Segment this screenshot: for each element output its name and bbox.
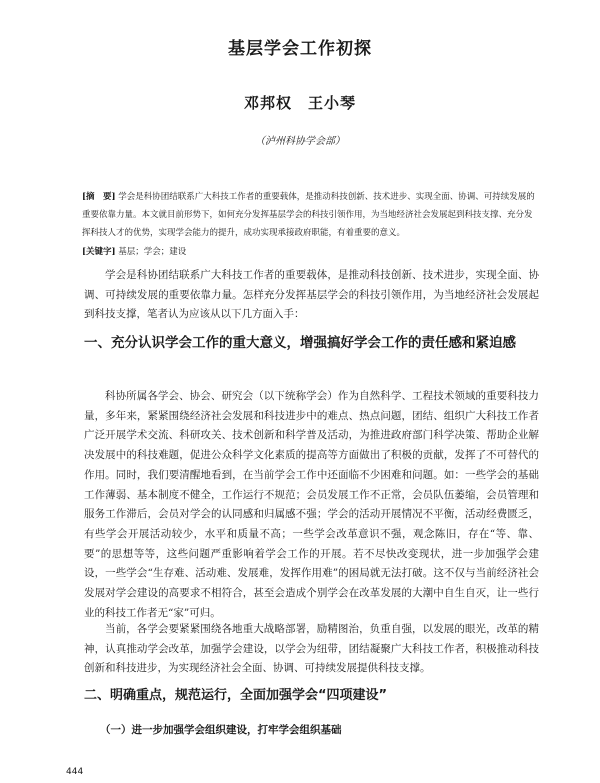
- keywords-text: 基层；学会；建设: [115, 247, 187, 257]
- section-1-paragraph-2: 当前，各学会要紧紧围绕各地重大战略部署，励精图治，负重自强，以发展的眼光，改革的精神，认真推动学会改革，加强学会建设，以学会为纽带，团结凝聚广大科技工作者，积极推动科技创新和科技进步，为实现经济社会全面、协调、可持续发展提供科技支撑。: [84, 623, 539, 674]
- keywords: [82, 244, 537, 260]
- intro-paragraph: 学会是科协团结联系广大科技工作者的重要载体，是推动科技创新、技术进步，实现全面、协调、可持续发展的重要依靠力量。怎样充分发挥基层学会的科技引领作用，为当地经济社会发展起到科技支撑，笔者认为应该从以下几方面入手：: [84, 269, 539, 320]
- abstract: [82, 188, 537, 242]
- section-2-heading: 二、明确重点，规范运行，全面加强学会“四项建设”: [84, 688, 388, 703]
- keywords-label: [关键字]: [82, 247, 116, 257]
- subsection-1-heading: （一）进一步加强学会组织建设，打牢学会组织基础: [100, 724, 342, 736]
- page-number: 444: [66, 767, 84, 777]
- article-authors: 邓邦权 王小琴: [243, 94, 356, 112]
- section-1-paragraph-1: 科协所属各学会、协会、研究会（以下统称学会）作为自然科学、工程技术领域的重要科技力量，多年来，紧紧围绕经济社会发展和科技进步中的难点、热点问题，团结、组织广大科技工作者广泛开展学术交流、科研攻关、技术创新和科学普及活动，为推进政府部门科学决策、帮助企业解决发展中的科技难题，促进公众科学文化素质的提高等方面做出了积极的贡献，发挥了不可替代的作用。同时，我们要清醒地看到，在当前学会工作中还面临不少困难和问题。如：一些学会的基础工作薄弱、基本制度不健全，工作运行不规范；会员发展工作不正常，会员队伍萎缩，会员管理和服务工作滞后，会员对学会的认同感和归属感不强；学会的活动开展情况不平衡，活动经费匮乏，有些学会开展活动较少，水平和质量不高；一些学会改革意识不强，观念陈旧，存在“等、靠、要”的思想等等，这些问题严重影响着学会工作的开展。若不尽快改变现状，进一步加强学会建设，一些学会“生存难、活动难、发展难，发挥作用难”的困局就无法打破。这不仅与当前经济社会发展对学会建设的高要求不相符合，甚至会造成个别学会在改革发展的大潮中自生自灭，让一些行业的科技工作者无“家”可归。: [84, 390, 539, 619]
- article-title: 基层学会工作初探: [228, 39, 372, 59]
- author-affiliation: （泸州科协学会部）: [255, 136, 345, 147]
- abstract-text: 学会是科协团结联系广大科技工作者的重要载体，是推动科技创新、技术进步、实现全面、协调、可持续发展的重要依靠力量。本文就目前形势下，如何充分发挥基层学会的科技引领作用，为当地经济社会发展起到科技支撑、充分发挥科技人才的优势，实现学会能力的提升，成功实现承接政府职能，有着重要的意义。: [82, 192, 535, 238]
- abstract-label: [摘 要]: [82, 192, 116, 202]
- section-1-heading: 一、充分认识学会工作的重大意义，增强搞好学会工作的责任感和紧迫感: [84, 335, 516, 351]
